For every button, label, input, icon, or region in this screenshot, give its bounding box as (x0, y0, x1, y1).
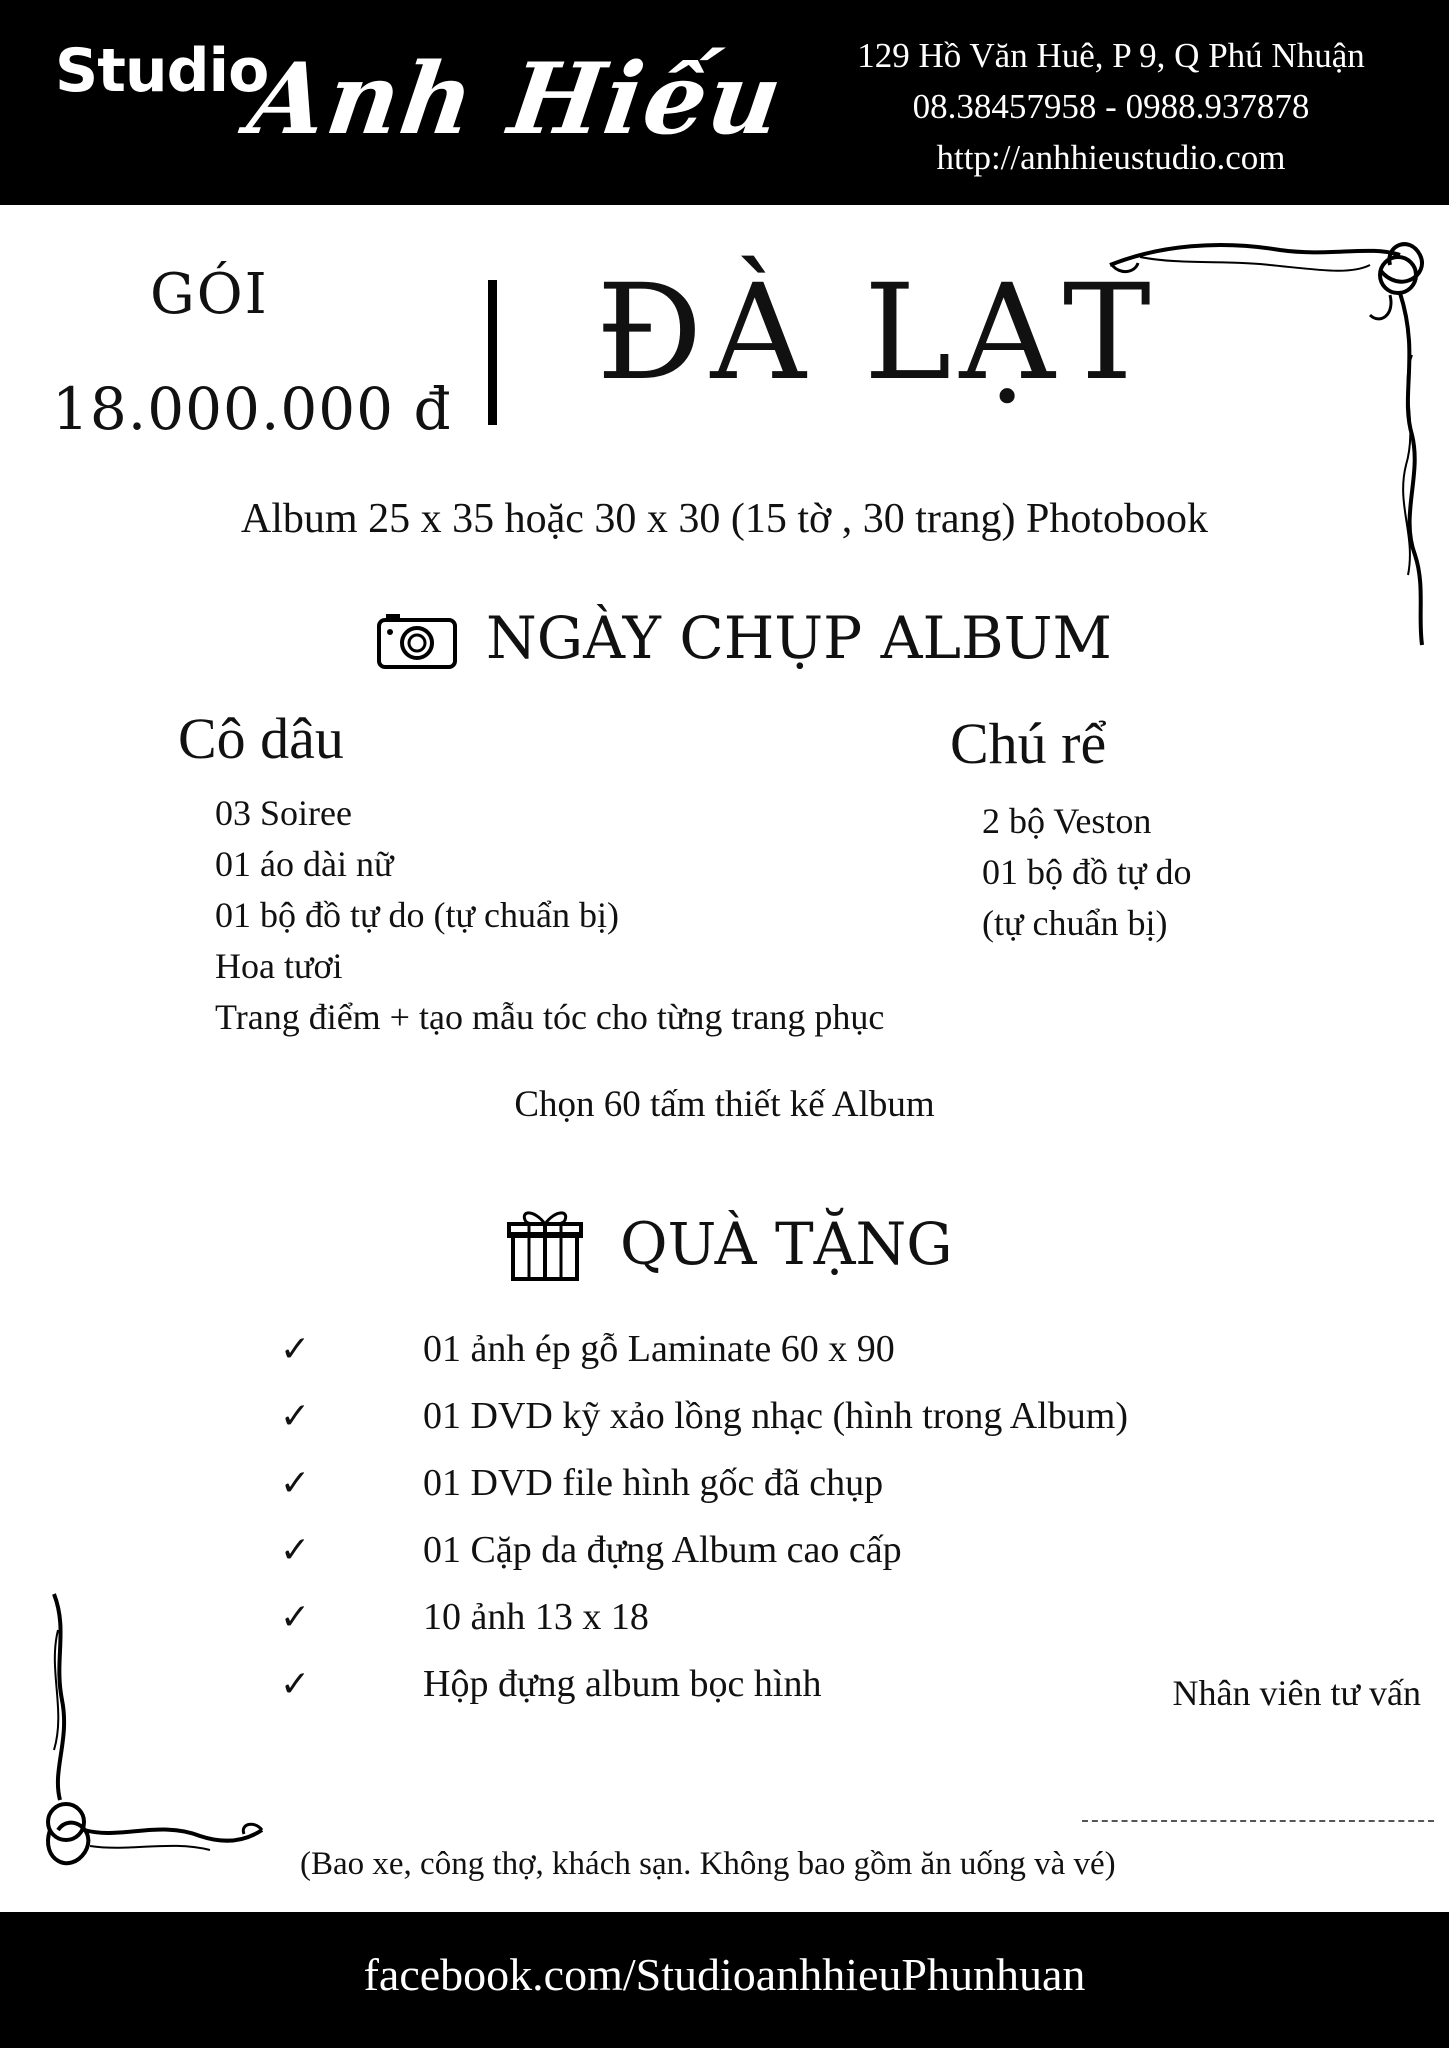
list-item: (tự chuẩn bị) (982, 903, 1168, 943)
gift-text: 10 ảnh 13 x 18 (423, 1596, 649, 1638)
header-bar (0, 0, 1449, 205)
check-icon: ✓ (280, 1664, 311, 1705)
brand-name: Anh Hiếu (241, 42, 791, 157)
list-item: 01 bộ đồ tự do (tự chuẩn bị) (215, 895, 619, 935)
bride-title: Cô dâu (178, 706, 344, 771)
gift-text: Hộp đựng album bọc hình (423, 1663, 822, 1705)
camera-icon (376, 612, 458, 670)
package-label: GÓI (150, 262, 269, 327)
groom-title: Chú rể (950, 711, 1107, 776)
check-icon: ✓ (280, 1530, 311, 1571)
brand-prefix: Studio (55, 36, 269, 106)
corner-ornament-bottom-left (40, 1590, 270, 1880)
consultant-label: Nhân viên tư vấn (1172, 1673, 1421, 1713)
groom-list (982, 796, 1192, 949)
title-divider (488, 280, 497, 425)
gift-text: 01 ảnh ép gỗ Laminate 60 x 90 (423, 1328, 895, 1370)
list-item: 01 bộ đồ tự do (982, 852, 1192, 892)
package-price: 18.000.000 đ (52, 375, 452, 443)
website-link[interactable]: http://anhhieustudio.com (936, 138, 1286, 177)
check-icon: ✓ (280, 1396, 311, 1437)
gifts-heading: QUÀ TẶNG (620, 1210, 953, 1278)
check-icon: ✓ (280, 1597, 311, 1638)
list-item: Trang điểm + tạo mẫu tóc cho từng trang phục (215, 997, 885, 1037)
signature-line (1082, 1820, 1434, 1822)
bride-list (215, 788, 884, 1043)
check-icon: ✓ (280, 1463, 311, 1504)
album-spec: Album 25 x 35 hoặc 30 x 30 (15 tờ , 30 trang) Photobook (240, 496, 1209, 542)
package-name: ĐÀ LẠT (596, 256, 1159, 410)
list-item: 2 bộ Veston (982, 801, 1152, 841)
check-icon: ✓ (280, 1329, 311, 1370)
facebook-link[interactable]: facebook.com/StudioanhhieuPhunhuan (363, 1949, 1086, 2000)
list-item: Hoa tươi (215, 946, 343, 986)
shoot-heading: NGÀY CHỤP ALBUM (486, 604, 1112, 672)
list-item: 01 áo dài nữ (215, 844, 394, 884)
contact-block (801, 30, 1421, 183)
package-note: (Bao xe, công thợ, khách sạn. Không bao gồm ăn uống và vé) (300, 1846, 1116, 1882)
gift-text: 01 DVD file hình gốc đã chụp (423, 1462, 884, 1504)
gift-text: 01 DVD kỹ xảo lồng nhạc (hình trong Album) (423, 1395, 1129, 1437)
list-item: 03 Soiree (215, 793, 352, 833)
gift-icon (507, 1208, 583, 1282)
gift-text: 01 Cặp da đựng Album cao cấp (423, 1529, 902, 1571)
footer-bar (0, 1912, 1449, 2048)
phones: 08.38457958 - 0988.937878 (912, 87, 1310, 126)
design-note: Chọn 60 tấm thiết kế Album (514, 1084, 935, 1125)
address: 129 Hồ Văn Huê, P 9, Q Phú Nhuận (857, 36, 1365, 75)
